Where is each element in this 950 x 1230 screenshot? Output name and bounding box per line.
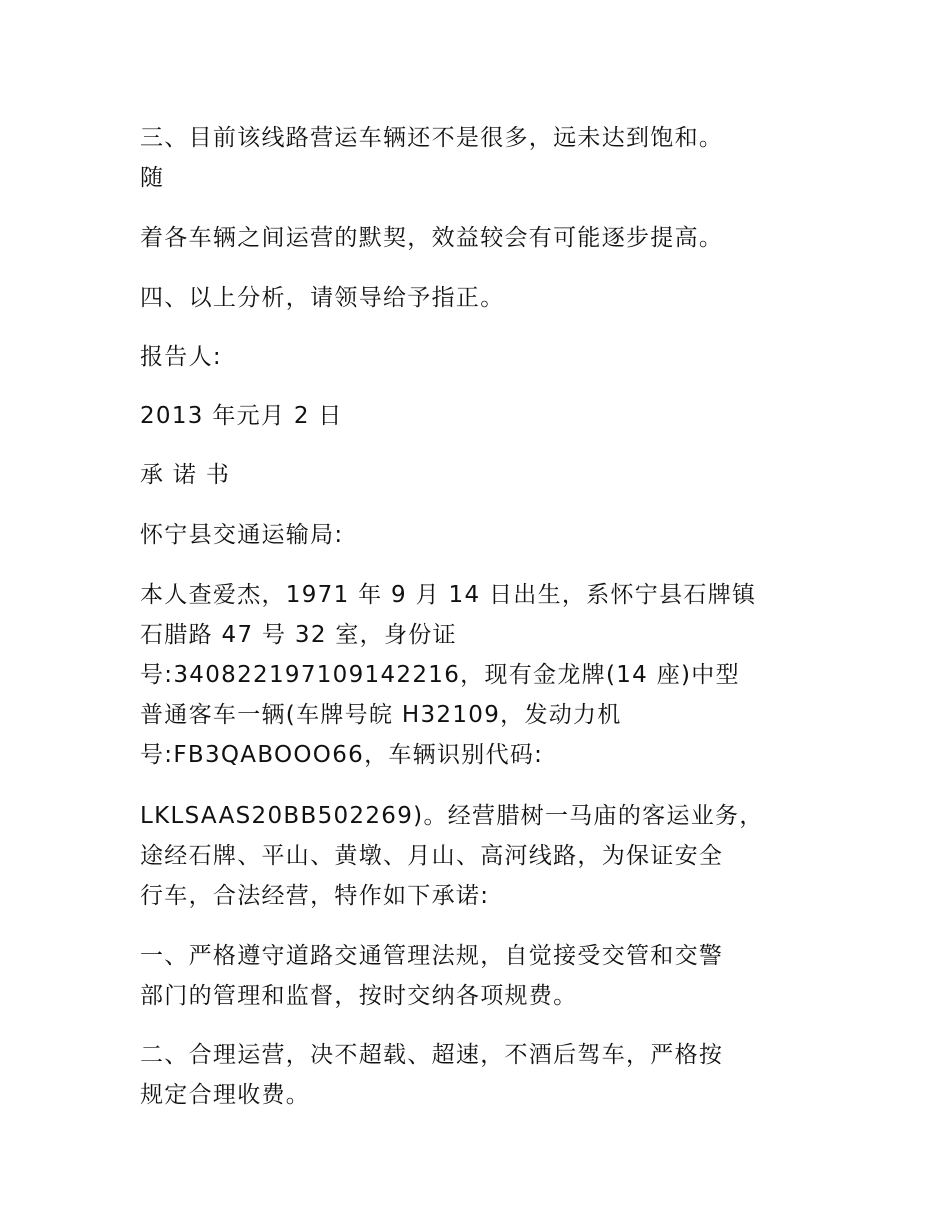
pledge-body-line-3: 号:340822197109142216，现有金龙牌(14 座)中型 <box>140 662 740 688</box>
pledge-item-one-line-2: 部门的管理和监督，按时交纳各项规费。 <box>140 983 578 1009</box>
text-line-point-three: 三、目前该线路营运车辆还不是很多，远未达到饱和。 <box>140 125 724 151</box>
text-line-point-four: 四、以上分析，请领导给予指正。 <box>140 285 505 311</box>
pledge-body-line-4: 普通客车一辆(车牌号皖 H32109，发动力机 <box>140 702 622 728</box>
pledge-body-line-8: 行车，合法经营，特作如下承诺: <box>140 883 490 909</box>
pledge-body-line-7: 途经石牌、平山、黄墩、月山、高河线路，为保证安全 <box>140 843 724 869</box>
text-line-point-three-wrap: 随 <box>140 165 165 191</box>
report-date: 2013 年元月 2 日 <box>140 403 343 429</box>
text-line-efficiency: 着各车辆之间运营的默契，效益较会有可能逐步提高。 <box>140 225 724 251</box>
reporter-label: 报告人: <box>140 344 222 370</box>
pledge-recipient: 怀宁县交通运输局: <box>140 522 344 548</box>
pledge-item-two-line-2: 规定合理收费。 <box>140 1082 311 1108</box>
pledge-body-line-6: LKLSAAS20BB502269)。经营腊树一马庙的客运业务， <box>140 803 764 829</box>
pledge-item-one-line-1: 一、严格遵守道路交通管理法规，自觉接受交管和交警 <box>140 943 724 969</box>
pledge-body-line-1: 本人查爱杰，1971 年 9 月 14 日出生，系怀宁县石牌镇 <box>140 582 757 608</box>
pledge-body-line-2: 石腊路 47 号 32 室，身份证 <box>140 622 457 648</box>
pledge-body-line-5: 号:FB3QABOOO66，车辆识别代码: <box>140 742 544 768</box>
pledge-title: 承 诺 书 <box>140 462 231 488</box>
pledge-item-two-line-1: 二、合理运营，决不超载、超速，不酒后驾车，严格按 <box>140 1042 724 1068</box>
